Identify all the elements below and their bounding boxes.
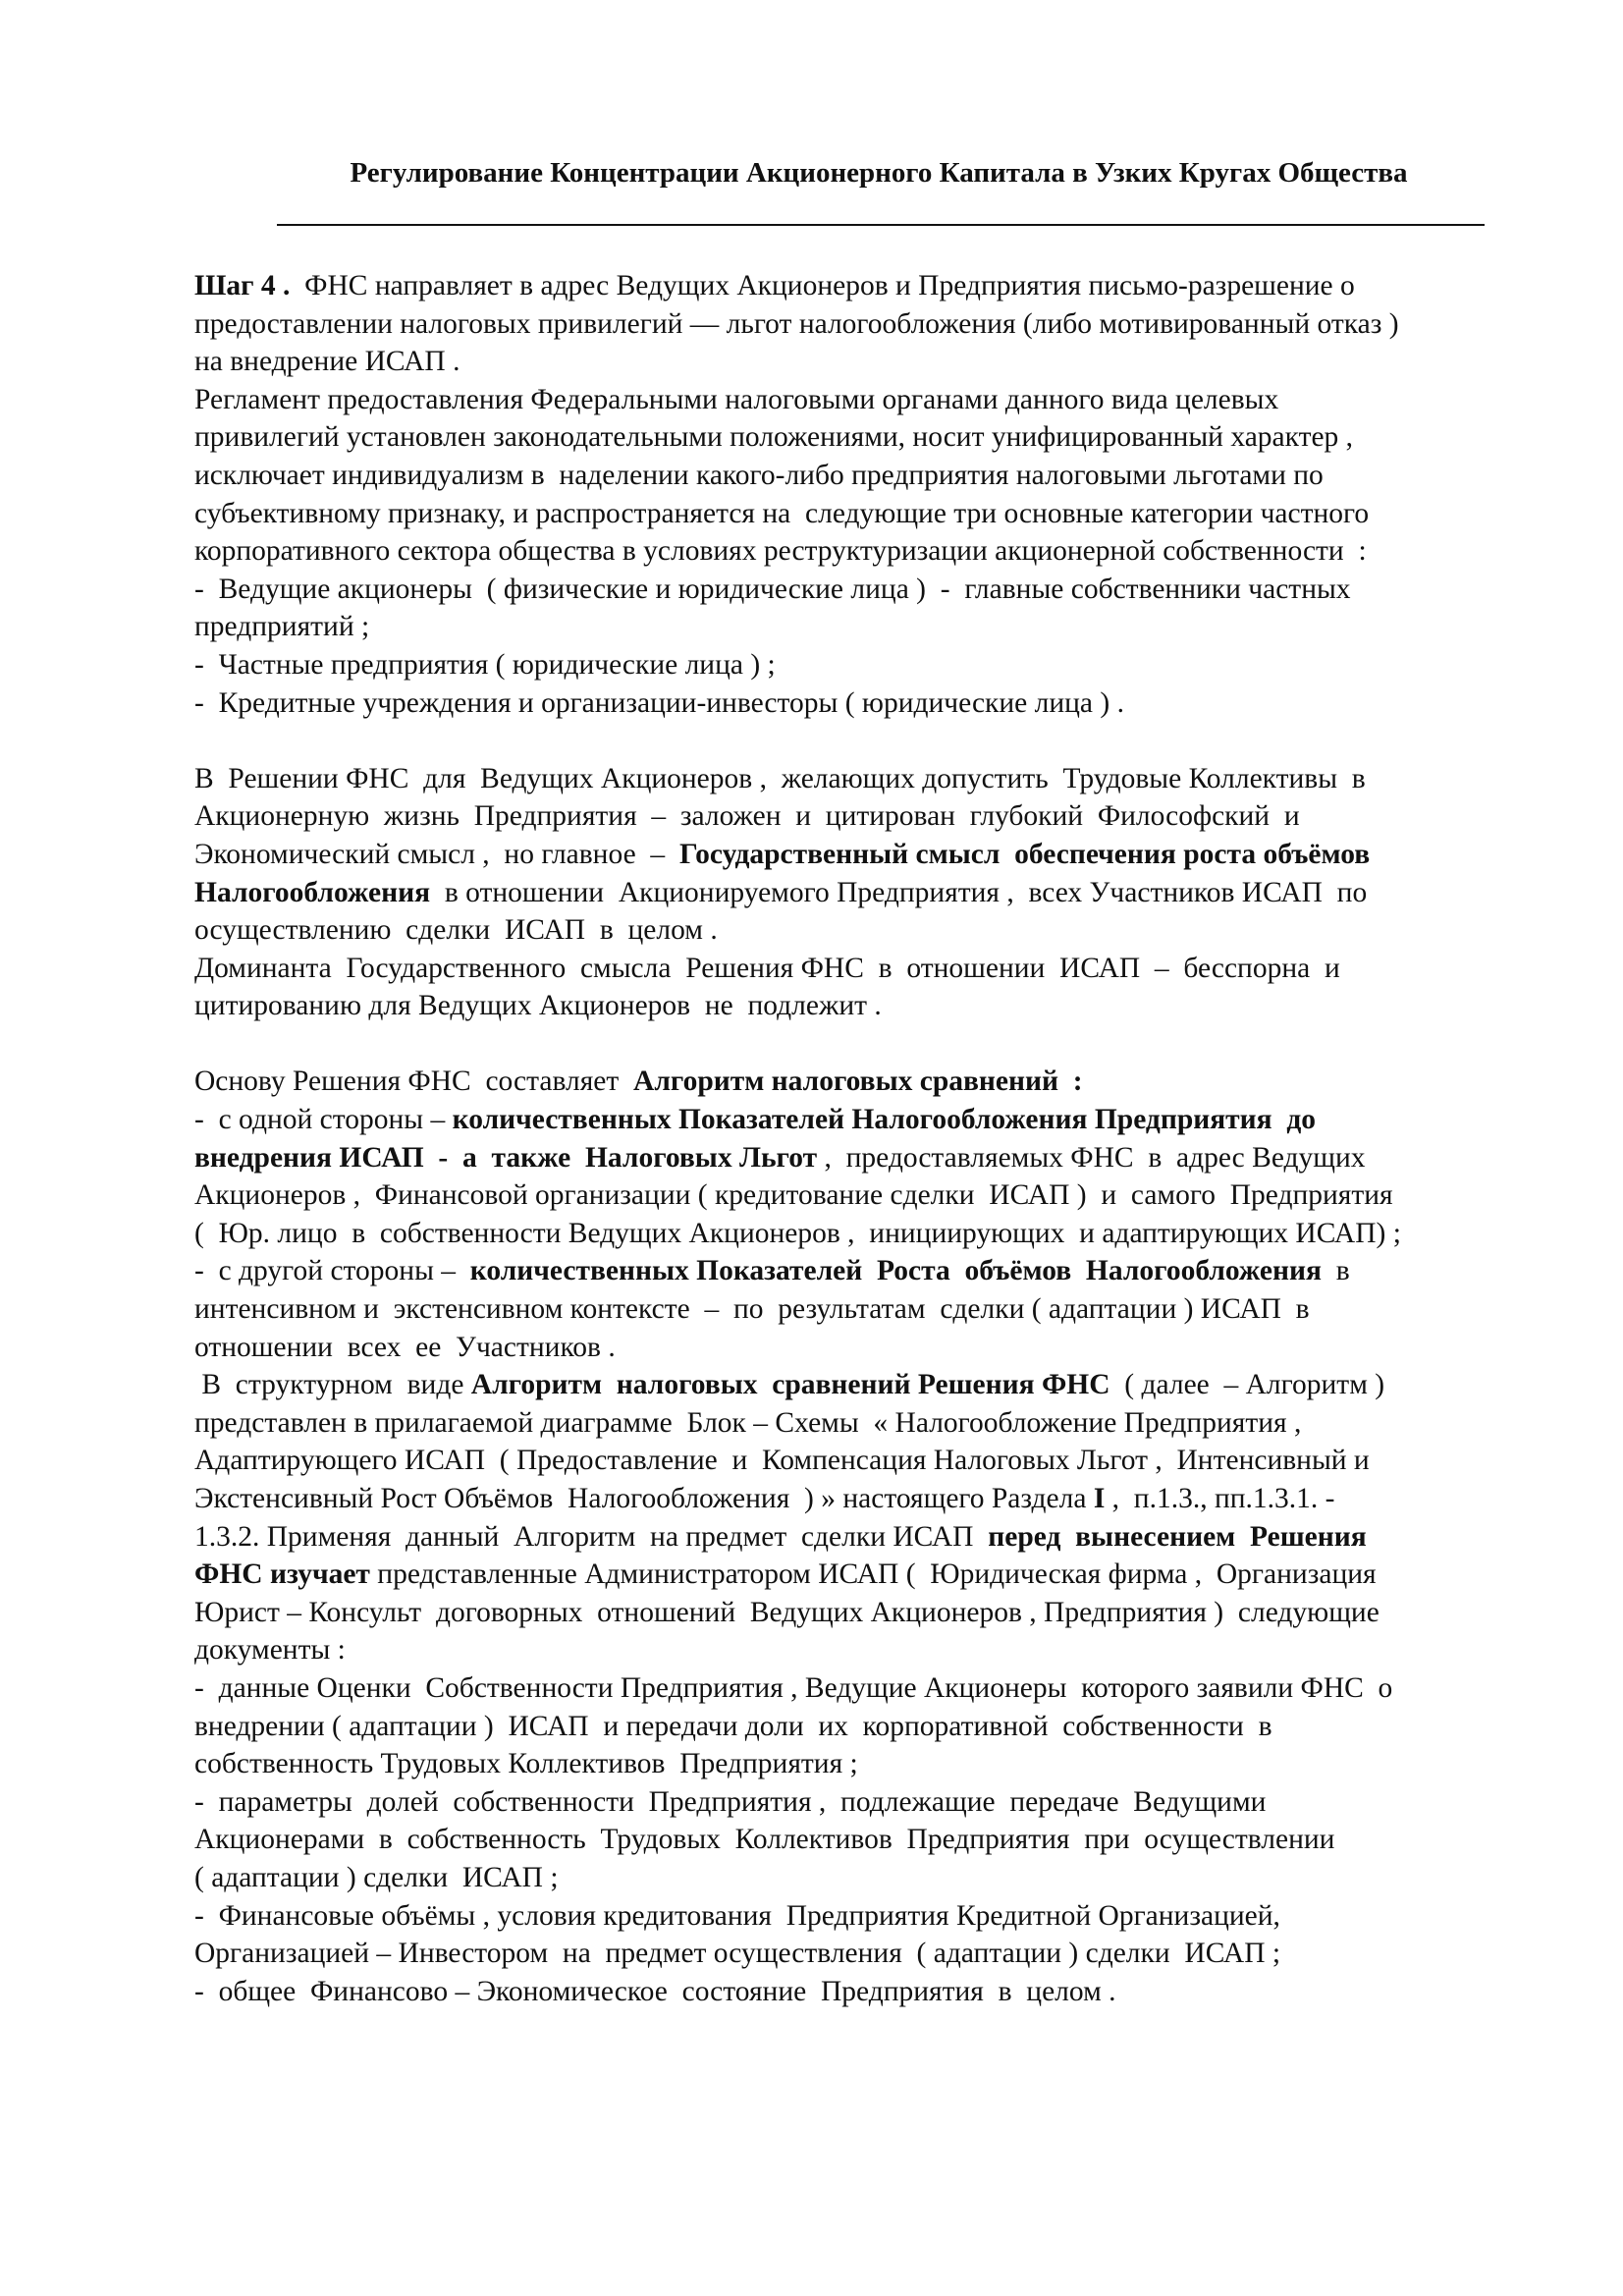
paragraph-line: представлен в прилагаемой диаграмме Блок – Схемы « Налогообложение Предприятия , <box>194 1406 1302 1439</box>
list-item-line: - Частные предприятия ( юридические лица ) ; <box>194 648 776 681</box>
list-item-line: Акционерами в собственность Трудовых Коллективов Предприятия при осуществлении <box>194 1824 1335 1856</box>
paragraph-line: исключает индивидуализм в наделении какого-либо предприятия налоговыми льготами по <box>194 459 1324 491</box>
paragraph-line: привилегий установлен законодательными положениями, носит унифицированный характер , <box>194 421 1354 454</box>
list-item-line: - Ведущие акционеры ( физические и юридические лица ) - главные собственники частных <box>194 573 1351 605</box>
paragraph-line: Акционеров , Финансовой организации ( кредитование сделки ИСАП ) и самого Предприятия <box>194 1179 1393 1212</box>
title-underline <box>277 224 1485 226</box>
section-number: I <box>1093 1483 1106 1514</box>
bold-phrase: внедрения ИСАП - а также Налоговых Льгот <box>194 1141 818 1174</box>
paragraph-line: ФНС изучает представленные Администратором ИСАП ( Юридическая фирма , Организация <box>194 1558 1377 1591</box>
paragraph-line: Регламент предоставления Федеральными налоговыми органами данного вида целевых <box>194 383 1279 415</box>
bold-phrase: Налогообложения <box>194 876 431 908</box>
paragraph-line: документы : <box>194 1634 346 1667</box>
list-item-line: - данные Оценки Собственности Предприятия , Ведущие Акционеры которого заявили ФНС о <box>194 1671 1393 1704</box>
paragraph-line: - с одной стороны – количественных Показателей Налогообложения Предприятия до <box>194 1104 1317 1136</box>
paragraph-line: Экономический смысл , но главное – Государственный смысл обеспечения роста объёмов <box>194 838 1371 870</box>
bold-phrase: Алгоритм налоговых сравнений : <box>633 1066 1083 1098</box>
document-title: Регулирование Концентрации Акционерного Капитала в Узких Кругах Общества <box>350 157 1408 189</box>
paragraph-gap <box>194 1025 1569 1064</box>
list-item-line: - параметры долей собственности Предприятия , подлежащие передаче Ведущими <box>194 1785 1267 1818</box>
paragraph-line: В Решении ФНС для Ведущих Акционеров , желающих допустить Трудовые Коллективы в <box>194 762 1366 794</box>
bold-phrase: Алгоритм налоговых сравнений Решения ФНС <box>470 1369 1110 1401</box>
paragraph-line: Налогообложения в отношении Акционируемого Предприятия , всех Участников ИСАП по <box>194 876 1368 908</box>
list-item-line: - Финансовые объёмы , условия кредитования Предприятия Кредитной Организацией, <box>194 1899 1280 1932</box>
paragraph-line: отношении всех ее Участников . <box>194 1331 616 1363</box>
list-item-line: - Кредитные учреждения и организации-инвесторы ( юридические лица ) . <box>194 686 1124 719</box>
paragraph-line: на внедрение ИСАП . <box>194 346 460 378</box>
bold-phrase: количественных Показателей Роста объёмов Налогообложения <box>469 1255 1322 1287</box>
list-item-line: предприятий ; <box>194 611 370 643</box>
paragraph-line: 1.3.2. Применяя данный Алгоритм на предмет сделки ИСАП перед вынесением Решения <box>194 1520 1367 1553</box>
paragraph-line: Юрист – Консульт договорных отношений Ведущих Акционеров , Предприятия ) следующие <box>194 1596 1380 1628</box>
paragraph-line: Основу Решения ФНС составляет Алгоритм налоговых сравнений : <box>194 1066 1083 1098</box>
paragraph-line: осуществлению сделки ИСАП в целом . <box>194 914 718 947</box>
paragraph-line: предоставлении налоговых привилегий — льгот налогообложения (либо мотивированный отказ ) <box>194 307 1399 340</box>
paragraph-line: внедрения ИСАП - а также Налоговых Льгот , предоставляемых ФНС в адрес Ведущих <box>194 1141 1366 1174</box>
bold-phrase: ФНС изучает <box>194 1558 370 1591</box>
paragraph-line: В структурном виде Алгоритм налоговых сравнений Решения ФНС ( далее – Алгоритм ) <box>194 1369 1385 1401</box>
step-label: Шаг 4 . <box>194 270 291 301</box>
paragraph-gap <box>194 722 1569 760</box>
bold-phrase: количественных Показателей Налогообложения Предприятия до <box>452 1104 1317 1136</box>
paragraph-line: субъективному признаку, и распространяется на следующие три основные категории частного <box>194 497 1370 529</box>
paragraph-line: цитированию для Ведущих Акционеров не подлежит . <box>194 990 882 1022</box>
bold-phrase: перед вынесением Решения <box>988 1520 1367 1553</box>
list-item-line: собственность Трудовых Коллективов Предприятия ; <box>194 1748 858 1780</box>
paragraph-line: - с другой стороны – количественных Показателей Роста объёмов Налогообложения в <box>194 1255 1350 1287</box>
paragraph-line: ( Юр. лицо в собственности Ведущих Акционеров , инициирующих и адаптирующих ИСАП) ; <box>194 1217 1401 1249</box>
paragraph-line: Экстенсивный Рост Объёмов Налогообложения ) » настоящего Раздела I , п.1.3., пп.1.3.1. - <box>194 1483 1335 1514</box>
paragraph-line: Шаг 4 . ФНС направляет в адрес Ведущих Акционеров и Предприятия письмо-разрешение о <box>194 270 1355 301</box>
paragraph-line: интенсивном и экстенсивном контексте – по результатам сделки ( адаптации ) ИСАП в <box>194 1293 1310 1326</box>
list-item-line: внедрении ( адаптации ) ИСАП и передачи доли их корпоративной собственности в <box>194 1710 1272 1742</box>
bold-phrase: Государственный смысл обеспечения роста объёмов <box>678 838 1371 870</box>
list-item-line: - общее Финансово – Экономическое состояние Предприятия в целом . <box>194 1975 1116 2007</box>
paragraph-line: Адаптирующего ИСАП ( Предоставление и Компенсация Налоговых Льгот , Интенсивный и <box>194 1445 1370 1477</box>
paragraph-line: корпоративного сектора общества в условиях реструктуризации акционерной собственности : <box>194 535 1367 568</box>
list-item-line: Организацией – Инвестором на предмет осуществления ( адаптации ) сделки ИСАП ; <box>194 1938 1281 1970</box>
paragraph-line: Акционерную жизнь Предприятия – заложен и цитирован глубокий Философский и <box>194 800 1300 833</box>
document-body <box>194 267 1569 2010</box>
paragraph-line: Доминанта Государственного смысла Решения ФНС в отношении ИСАП – бесспорна и <box>194 952 1340 984</box>
list-item-line: ( адаптации ) сделки ИСАП ; <box>194 1861 559 1893</box>
